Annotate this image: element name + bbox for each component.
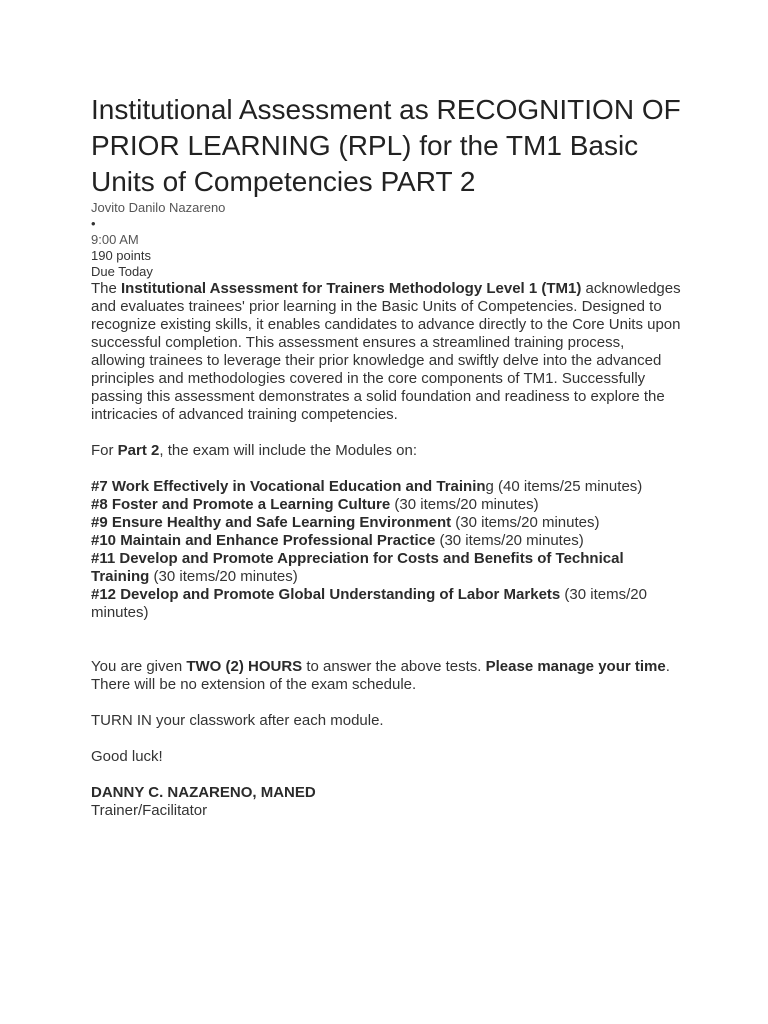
author-name: Jovito Danilo Nazareno (91, 200, 226, 215)
module-list (91, 478, 681, 622)
assignment-document (91, 92, 681, 820)
signature-name: DANNY C. NAZARENO, MANED (91, 784, 316, 801)
list-item: #12 Develop and Promote Global Understanding of Labor Markets (30 items/20 minutes) (91, 586, 647, 621)
list-item: #8 Foster and Promote a Learning Culture (30 items/20 minutes) (91, 496, 539, 513)
turn-in-instruction: TURN IN your classwork after each module. (91, 712, 384, 729)
assignment-title: Institutional Assessment as RECOGNITION OF PRIOR LEARNING (RPL) for the TM1 Basic Units of Competencies PART 2 (91, 94, 681, 197)
list-item: #11 Develop and Promote Appreciation for Costs and Benefits of Technical Training (30 items/20 minutes) (91, 550, 624, 585)
list-item: #10 Maintain and Enhance Professional Practice (30 items/20 minutes) (91, 532, 584, 549)
list-item: #9 Ensure Healthy and Safe Learning Environment (30 items/20 minutes) (91, 514, 600, 531)
bullet-separator: • (91, 216, 96, 231)
intro-paragraph: The Institutional Assessment for Trainers Methodology Level 1 (TM1) acknowledges and evaluates trainees' prior learning in the Basic Units of Competencies. Designed to recognize existing skills, it enables candidates to advance directly to the Core Units upon successful completion. This assessment ensures a streamlined training process, allowing trainees to leverage their prior knowledge and swiftly delve into the advanced principles and methodologies covered in the core components of TM1. Successfully passing this assessment demonstrates a solid foundation and readiness to explore the intricacies of advanced training competencies. (91, 280, 681, 423)
due-date: Due Today (91, 264, 153, 279)
time-instructions: You are given TWO (2) HOURS to answer the above tests. Please manage your time. There will be no extension of the exam schedule. (91, 658, 670, 693)
list-item: #7 Work Effectively in Vocational Education and Training (40 items/25 minutes) (91, 478, 643, 495)
points-value: 190 points (91, 248, 151, 263)
part-intro-line: For Part 2, the exam will include the Modules on: (91, 442, 418, 459)
post-time: 9:00 AM (91, 232, 139, 247)
signature-role: Trainer/Facilitator (91, 802, 208, 819)
good-luck-text: Good luck! (91, 748, 163, 765)
